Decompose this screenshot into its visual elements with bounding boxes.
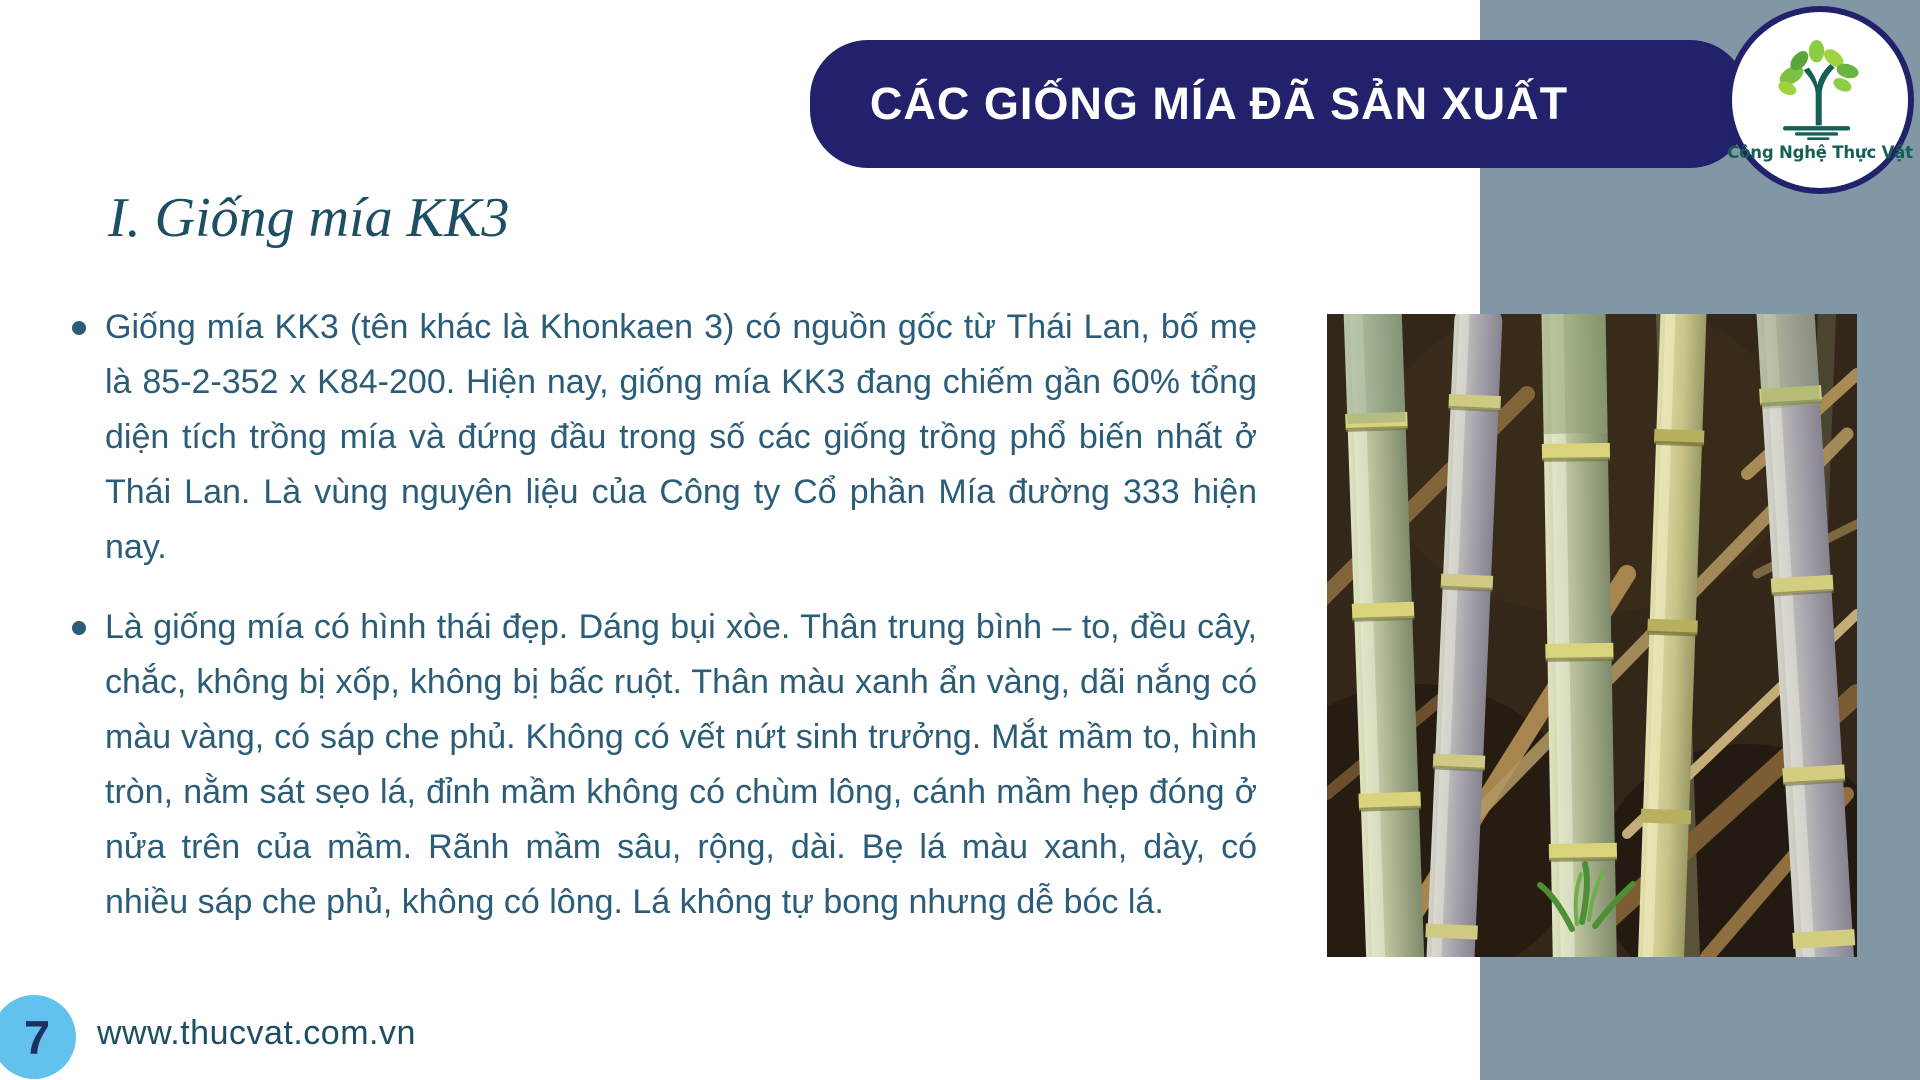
bullet-dot-icon bbox=[72, 621, 86, 635]
bullet-dot-icon bbox=[72, 321, 86, 335]
bullet-list bbox=[72, 300, 1257, 955]
logo-text: Công Nghệ Thực Vật bbox=[1727, 143, 1913, 162]
bullet-text-origin: Giống mía KK3 (tên khác là Khonkaen 3) có nguồn gốc từ Thái Lan, bố mẹ là 85-2-352 x K84-200. Hiện nay, giống mía KK3 đang chiếm gần 60% tổng diện tích trồng mía và đứng đầu trong số các giống trồng phổ biến nhất ở Thái Lan. Là vùng nguyên liệu của Công ty Cổ phần Mía đường 333 hiện nay. bbox=[105, 308, 1257, 566]
website-url: www.thucvat.com.vn bbox=[97, 1014, 416, 1052]
company-logo bbox=[1726, 6, 1914, 194]
banner-title: CÁC GIỐNG MÍA ĐÃ SẢN XUẤT bbox=[869, 78, 1569, 129]
sugarcane-photo bbox=[1327, 314, 1857, 957]
bullet-item bbox=[72, 300, 1257, 575]
section-title: I. Giống mía KK3 bbox=[108, 187, 510, 249]
tree-logo-icon bbox=[1764, 38, 1876, 142]
page-number: 7 bbox=[23, 1010, 51, 1064]
header-banner bbox=[810, 40, 1748, 168]
bullet-item bbox=[72, 600, 1257, 930]
page-number-badge bbox=[0, 995, 76, 1079]
sugarcane-photo-graphic bbox=[1327, 314, 1857, 957]
bullet-text-morphology: Là giống mía có hình thái đẹp. Dáng bụi xòe. Thân trung bình – to, đều cây, chắc, không bị xốp, không bị bấc ruột. Thân màu xanh ẩn vàng, dãi nắng có màu vàng, có sáp che phủ. Không có vết nứt sinh trưởng. Mắt mầm to, hình tròn, nằm sát sẹo lá, đỉnh mầm không có chùm lông, cánh mầm hẹp đóng ở nửa trên của mầm. Rãnh mầm sâu, rộng, dài. Bẹ lá màu xanh, dày, có nhiều sáp che phủ, không có lông. Lá không tự bong nhưng dễ bóc lá. bbox=[105, 608, 1257, 921]
